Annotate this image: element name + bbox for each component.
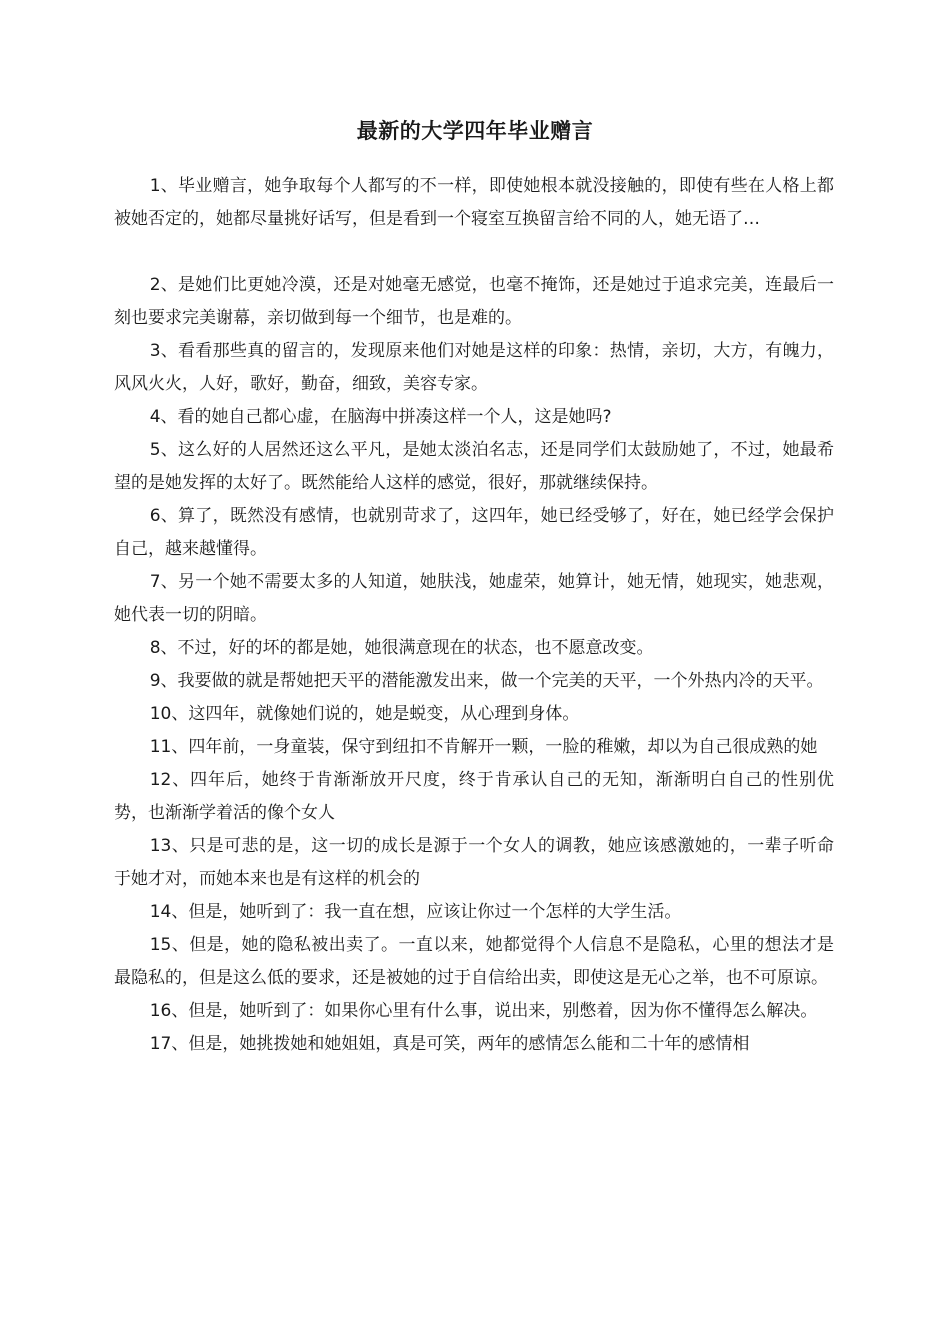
paragraph-15: 15、但是，她的隐私被出卖了。一直以来，她都觉得个人信息不是隐私，心里的想法才是最隐私的，但是这么低的要求，还是被她的过于自信给出卖，即使这是无心之举，也不可原谅。 <box>114 935 834 988</box>
paragraph-1: 1、毕业赠言，她争取每个人都写的不一样，即使她根本就没接触的，即使有些在人格上都被她否定的，她都尽量挑好话写，但是看到一个寝室互换留言给不同的人，她无语了… <box>114 176 834 229</box>
paragraph-3: 3、看看那些真的留言的，发现原来他们对她是这样的印象：热情，亲切，大方，有魄力，风风火火，人好，歌好，勤奋，细致，美容专家。 <box>114 341 834 394</box>
paragraph-17: 17、但是，她挑拨她和她姐姐，真是可笑，两年的感情怎么能和二十年的感情相 <box>149 1034 750 1054</box>
paragraph-13: 13、只是可悲的是，这一切的成长是源于一个女人的调教，她应该感激她的，一辈子听命于她才对，而她本来也是有这样的机会的 <box>114 836 834 889</box>
paragraph-11: 11、四年前，一身童装，保守到纽扣不肯解开一颗，一脸的稚嫩，却以为自己很成熟的她 <box>149 737 818 757</box>
paragraph-7: 7、另一个她不需要太多的人知道，她肤浅，她虚荣，她算计，她无情，她现实，她悲观，她代表一切的阴暗。 <box>114 572 834 625</box>
paragraph-14: 14、但是，她听到了：我一直在想，应该让你过一个怎样的大学生活。 <box>149 902 682 922</box>
paragraph-5: 5、这么好的人居然还这么平凡，是她太淡泊名志，还是同学们太鼓励她了，不过，她最希望的是她发挥的太好了。既然能给人这样的感觉，很好，那就继续保持。 <box>114 440 834 493</box>
document-title: 最新的大学四年毕业赠言 <box>356 119 594 143</box>
paragraph-2: 2、是她们比更她冷漠，还是对她毫无感觉，也毫不掩饰，还是她过于追求完美，连最后一刻也要求完美谢幕，亲切做到每一个细节，也是难的。 <box>114 275 834 328</box>
document-body <box>114 170 834 1061</box>
paragraph-10: 10、这四年，就像她们说的，她是蜕变，从心理到身体。 <box>149 704 580 724</box>
paragraph-4: 4、看的她自己都心虚，在脑海中拼凑这样一个人，这是她吗? <box>149 407 612 427</box>
paragraph-8: 8、不过，好的坏的都是她，她很满意现在的状态，也不愿意改变。 <box>149 638 654 658</box>
paragraph-12: 12、四年后，她终于肯渐渐放开尺度，终于肯承认自己的无知，渐渐明白自己的性别优势，也渐渐学着活的像个女人 <box>114 770 834 823</box>
paragraph-16: 16、但是，她听到了：如果你心里有什么事，说出来，别憋着，因为你不懂得怎么解决。 <box>149 1001 818 1021</box>
paragraph-9: 9、我要做的就是帮她把天平的潜能激发出来，做一个完美的天平，一个外热内冷的天平。 <box>149 671 824 691</box>
paragraph-6: 6、算了，既然没有感情，也就别苛求了，这四年，她已经受够了，好在，她已经学会保护自己，越来越懂得。 <box>114 506 834 559</box>
